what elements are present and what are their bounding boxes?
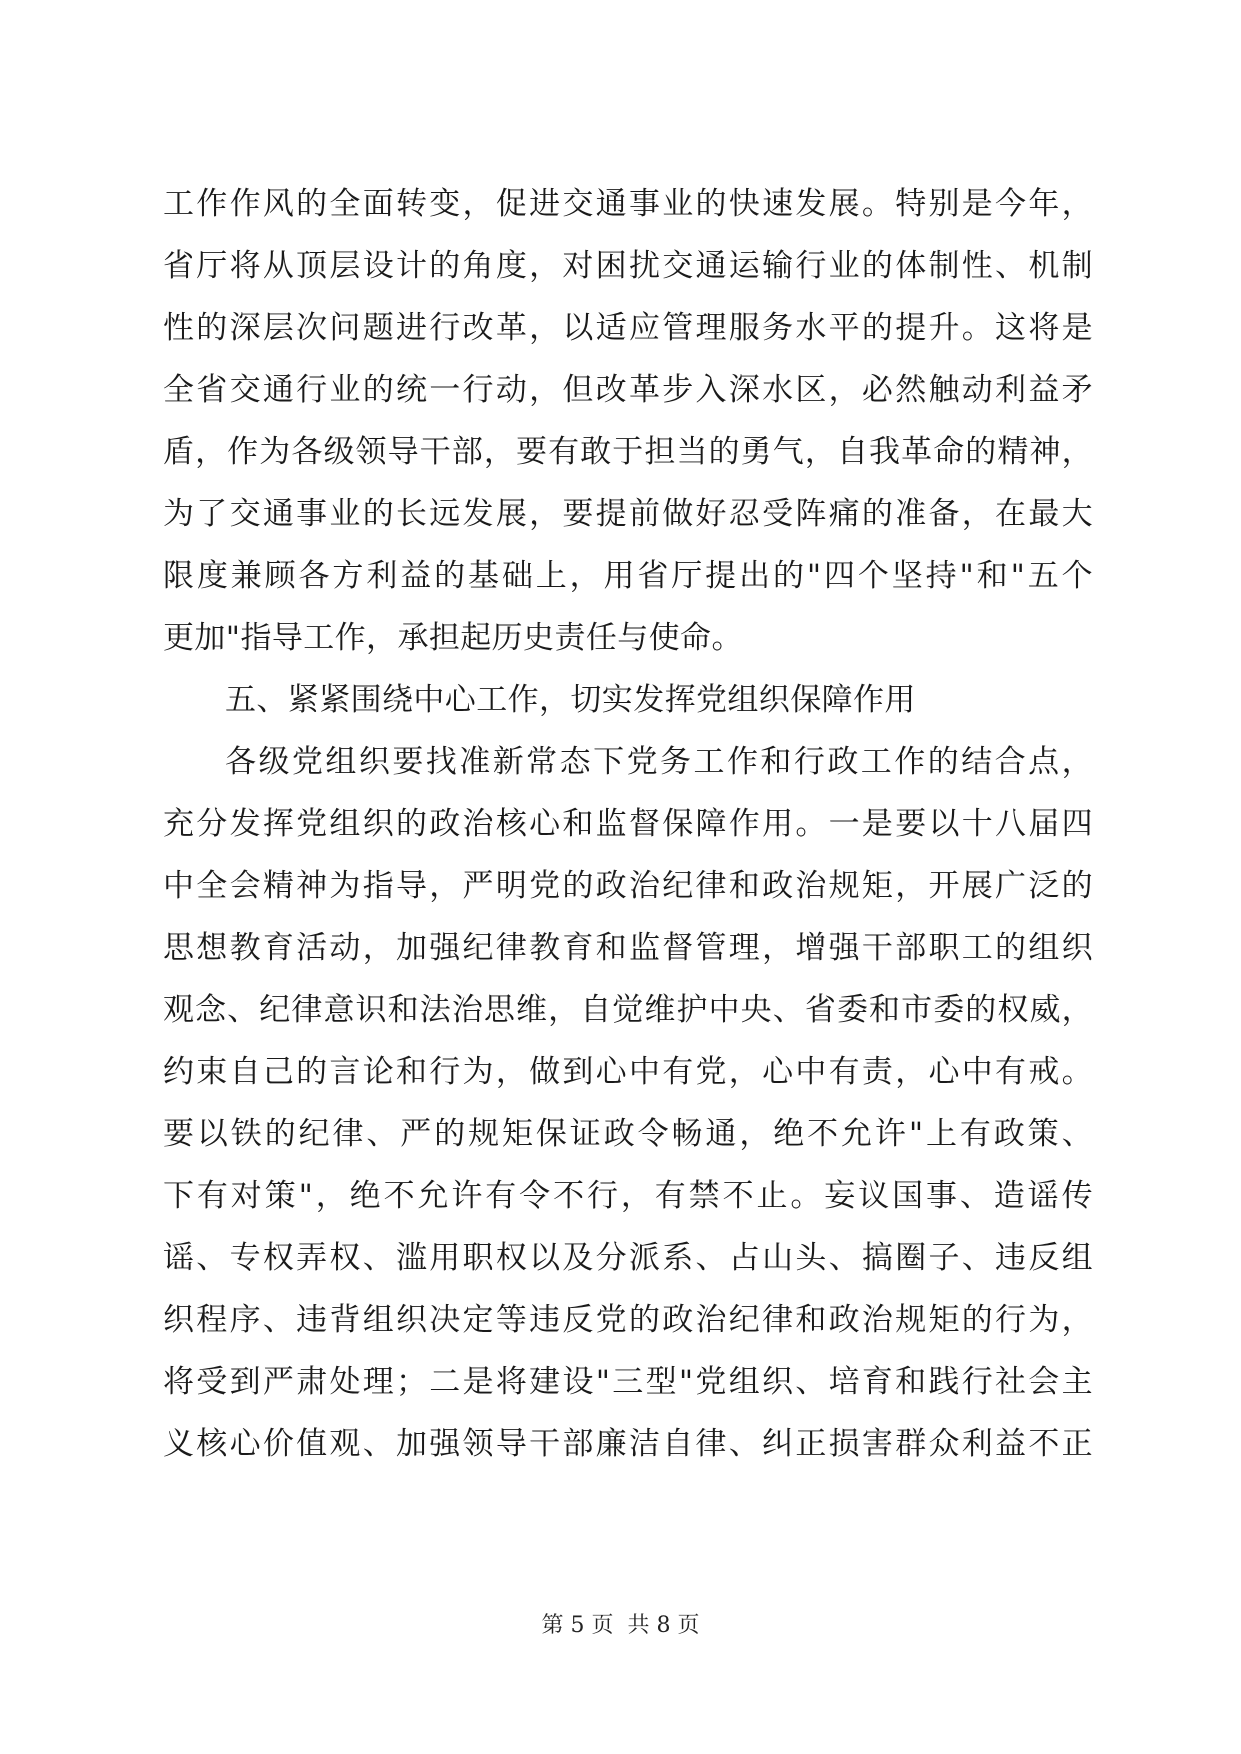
paragraph-line: 义核心价值观、加强领导干部廉洁自律、纠正损害群众利益不正: [163, 1426, 1093, 1462]
paragraph-line: 工作作风的全面转变，促进交通事业的快速发展。特别是今年，: [163, 186, 1093, 222]
paragraph-line: 充分发挥党组织的政治核心和监督保障作用。一是要以十八届四: [163, 806, 1093, 842]
paragraph-line: 全省交通行业的统一行动，但改革步入深水区，必然触动利益矛: [163, 372, 1093, 408]
paragraph-line: 各级党组织要找准新常态下党务工作和行政工作的结合点，: [225, 744, 1093, 780]
section-heading: 五、紧紧围绕中心工作，切实发挥党组织保障作用: [225, 682, 916, 718]
page-footer: [0, 1611, 1241, 1641]
paragraph-line: 性的深层次问题进行改革，以适应管理服务水平的提升。这将是: [163, 310, 1093, 346]
paragraph-line: 思想教育活动，加强纪律教育和监督管理，增强干部职工的组织: [163, 930, 1093, 966]
paragraph-line: 观念、纪律意识和法治思维，自觉维护中央、省委和市委的权威，: [163, 992, 1093, 1028]
paragraph-line: 织程序、违背组织决定等违反党的政治纪律和政治规矩的行为，: [163, 1302, 1093, 1338]
paragraph-line: 更加"指导工作，承担起历史责任与使命。: [163, 620, 743, 656]
document-body: [163, 173, 1093, 1475]
paragraph-line: 将受到严肃处理；二是将建设"三型"党组织、培育和践行社会主: [163, 1364, 1093, 1400]
paragraph-line: 要以铁的纪律、严的规矩保证政令畅通，绝不允许"上有政策、: [163, 1116, 1093, 1152]
paragraph-line: 省厅将从顶层设计的角度，对困扰交通运输行业的体制性、机制: [163, 248, 1093, 284]
paragraph-line: 中全会精神为指导，严明党的政治纪律和政治规矩，开展广泛的: [163, 868, 1093, 904]
paragraph-line: 为了交通事业的长远发展，要提前做好忍受阵痛的准备，在最大: [163, 496, 1093, 532]
paragraph-line: 盾，作为各级领导干部，要有敢于担当的勇气，自我革命的精神，: [163, 434, 1093, 470]
paragraph-line: 约束自己的言论和行为，做到心中有党，心中有责，心中有戒。: [163, 1054, 1093, 1090]
paragraph-line: 限度兼顾各方利益的基础上，用省厅提出的"四个坚持"和"五个: [163, 558, 1093, 594]
paragraph-line: 下有对策"，绝不允许有令不行，有禁不止。妄议国事、造谣传: [163, 1178, 1093, 1214]
paragraph-line: 谣、专权弄权、滥用职权以及分派系、占山头、搞圈子、违反组: [163, 1240, 1093, 1276]
page-number-label: 第 5 页 共 8 页: [541, 1613, 700, 1638]
